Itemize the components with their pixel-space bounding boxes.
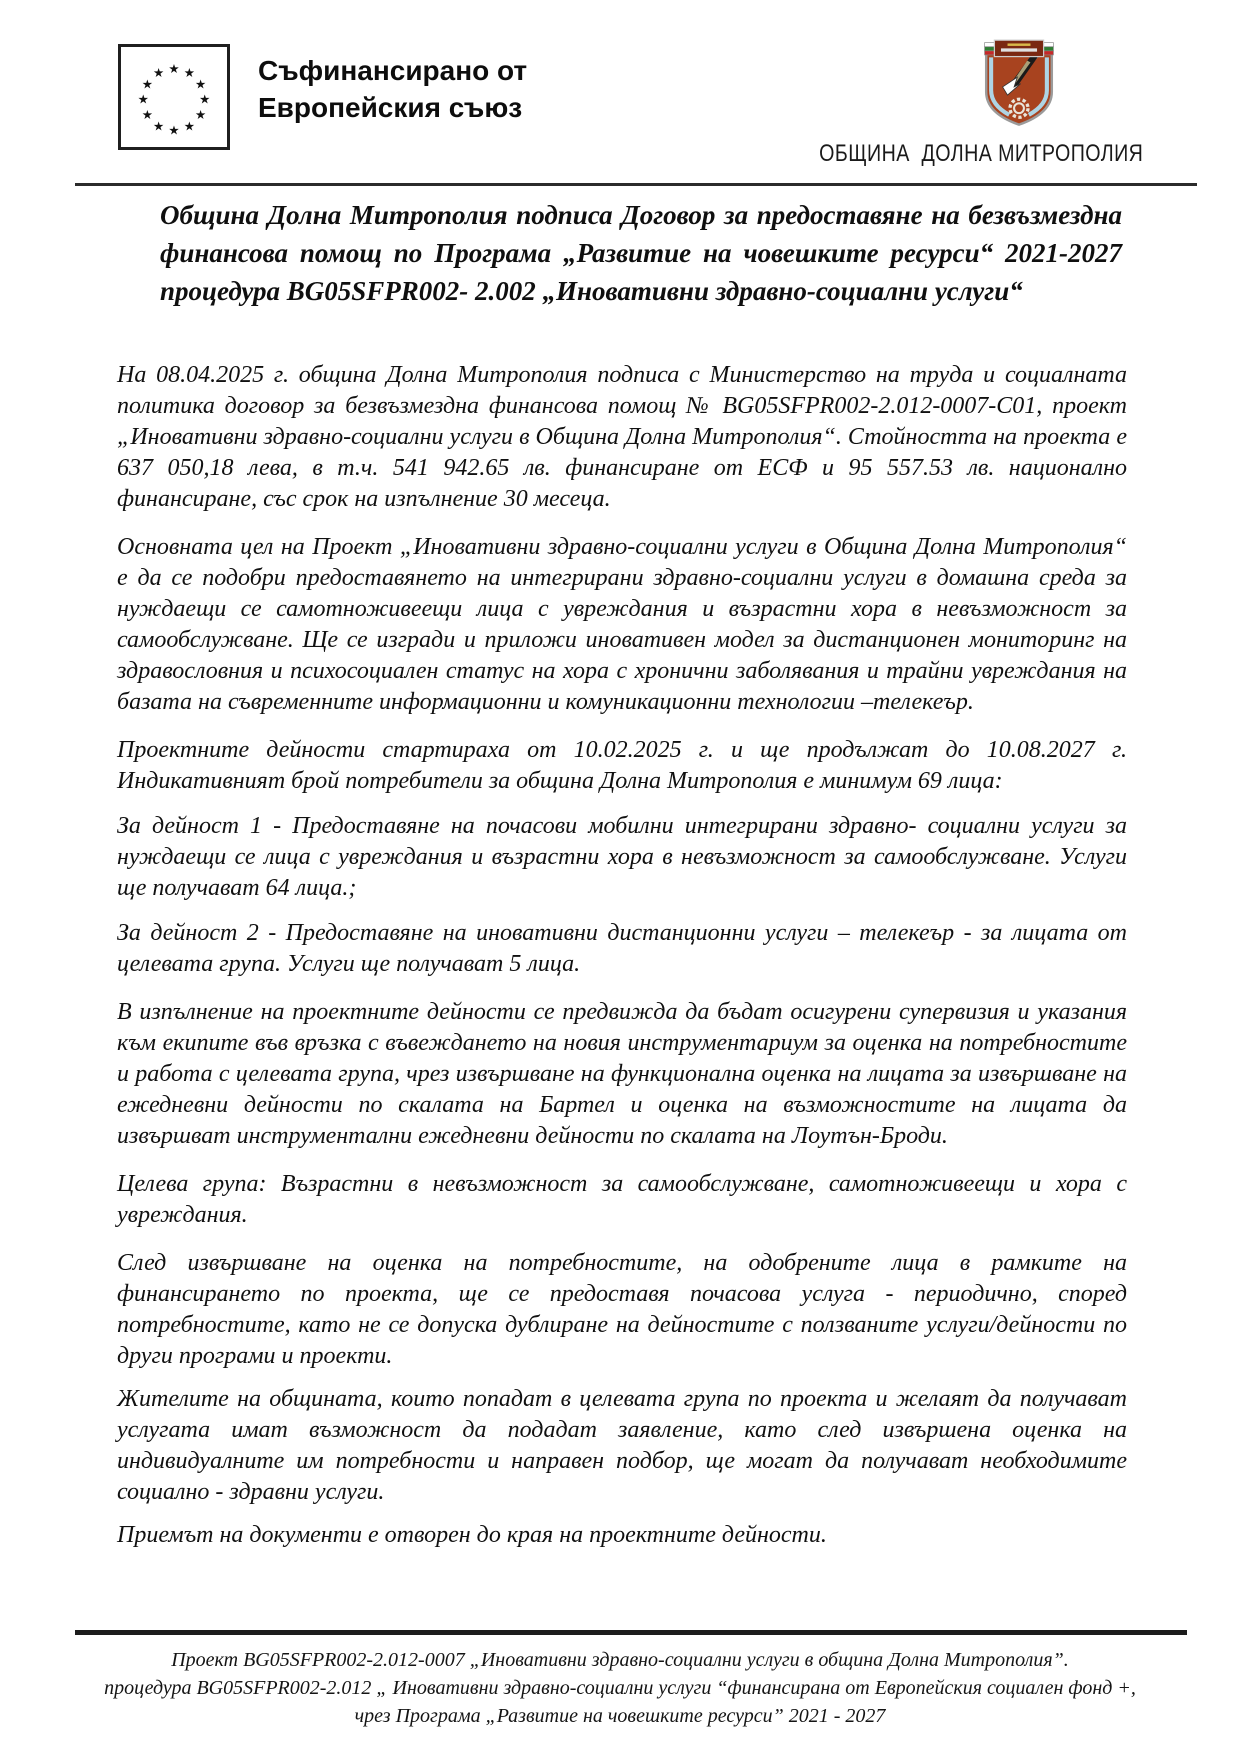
municipality-name-label: ОБЩИНА ДОЛНА МИТРОПОЛИЯ (818, 140, 1143, 167)
body-paragraph: Приемът на документи е отворен до края на проектните дейности. (117, 1522, 827, 1548)
body-paragraph: Жителите на общината, които попадат в целевата група по проекта и желаят да получават услугата имат възможност да подадат заявление, като след извършена оценка на индивидуалните им потребности и направен подбор, ще могат да получават необходимите социално - здравни услуги. (117, 1386, 1127, 1505)
body-paragraph: За дейност 1 - Предоставяне на почасови мобилни интегрирани здравно- социални услуги за нуждаещи се лица с увреждания и възрастни хора в невъзможност за самообслужване. Услуги ще получават 64 лица.; (117, 813, 1127, 901)
eu-cofunding-label (258, 52, 527, 126)
header-divider (75, 183, 1197, 186)
body-paragraph: След извършване на оценка на потребностите, на одобрените лица в рамките на финансирането по проекта, ще се предоставя почасова услуга - периодично, според потребностите, като не се допуска дублиране на дейностите с ползваните услуги/дейности по други програми и проекти. (117, 1250, 1127, 1369)
footer-divider (75, 1630, 1187, 1635)
footer-project-info (70, 1646, 1170, 1730)
footer-line: Проект BG05SFPR002-2.012-0007 „Иновативни здравно-социални услуги в община Долна Митрополия”. (171, 1649, 1069, 1671)
document-title: Община Долна Митрополия подписа Договор за предоставяне на безвъзмездна финансова помощ по Програма „Развитие на човешките ресурси“ 2021-2027 процедура BG05SFPR002- 2.002 „Иновативни здравно-социални услуги“ (160, 200, 1122, 306)
svg-text:★: ★ (141, 76, 153, 92)
body-paragraph: Основната цел на Проект „Иновативни здравно-социални услуги в Община Долна Митрополия“ е да се подобри предоставянето на интегрирани здравно-социални услуги в домашна среда за нуждаещи се самотноживеещи лица с увреждания и възрастни хора в невъзможност за самообслужване. Ще се изгради и приложи иновативен модел за дистанционен мониторинг на здравословния и психосоциален статус на хора с хронични заболявания и трайни увреждания на базата на съвременните информационни и комуникационни технологии –телекеър. (117, 534, 1127, 715)
body-paragraph: Проектните дейности стартираха от 10.02.2025 г. и ще продължат до 10.08.2027 г. Индикативният брой потребители за община Долна Митрополия е минимум 69 лица: (117, 737, 1127, 794)
document-body (117, 360, 1127, 1568)
svg-text:★: ★ (153, 64, 165, 80)
svg-text:★: ★ (195, 76, 207, 92)
svg-text:★: ★ (199, 91, 211, 107)
eu-label-line2: Европейския съюз (258, 92, 523, 123)
body-paragraph: За дейност 2 - Предоставяне на иновативни дистанционни услуги – телекеър - за лицата от целевата група. Услуги ще получават 5 лица. (117, 920, 1127, 977)
eu-label-line1: Съфинансирано от (258, 55, 528, 86)
eu-flag-icon (118, 44, 230, 150)
svg-text:★: ★ (168, 60, 180, 76)
footer-line: чрез Програма „Развитие на човешките ресурси” 2021 - 2027 (354, 1705, 886, 1727)
page-header (0, 0, 1241, 186)
svg-text:★: ★ (153, 118, 165, 134)
svg-text:★: ★ (137, 91, 149, 107)
body-paragraph: Целева група: Възрастни в невъзможност за самообслужване, самотноживеещи и хора с увреждания. (117, 1171, 1127, 1228)
footer-line: процедура BG05SFPR002-2.012 „ Иновативни здравно-социални услуги “финансирана от Европейския социален фонд +, (104, 1677, 1136, 1699)
svg-text:★: ★ (183, 118, 195, 134)
municipality-emblem-icon (978, 36, 1060, 128)
body-paragraph: В изпълнение на проектните дейности се предвижда да бъдат осигурени супервизия и указания към екипите във връзка с въвеждането на новия инструментариум за оценка на потребностите и работа с целевата група, чрез извършване на функционална оценка на лицата за извършване на ежедневни дейности по скалата на Бартел и оценка на възможностите на лицата да извършват инструментални ежедневни дейности по скалата на Лоутън-Броди. (117, 999, 1127, 1149)
eu-cofunding-logo (118, 44, 527, 150)
page-footer (0, 1630, 1241, 1755)
svg-text:★: ★ (141, 107, 153, 123)
svg-text:★: ★ (168, 122, 180, 138)
svg-text:★: ★ (195, 107, 207, 123)
svg-text:★: ★ (183, 64, 195, 80)
body-paragraph: На 08.04.2025 г. община Долна Митрополия подписа с Министерство на труда и социалната политика договор за безвъзмездна финансова помощ № BG05SFPR002-2.012-0007-С01, проект „Иновативни здравно-социални услуги в Община Долна Митрополия“. Стойността на проекта е 637 050,18 лева, в т.ч. 541 942.65 лв. финансиране от ЕСФ и 95 557.53 лв. национално финансиране, със срок на изпълнение 30 месеца. (117, 362, 1127, 512)
